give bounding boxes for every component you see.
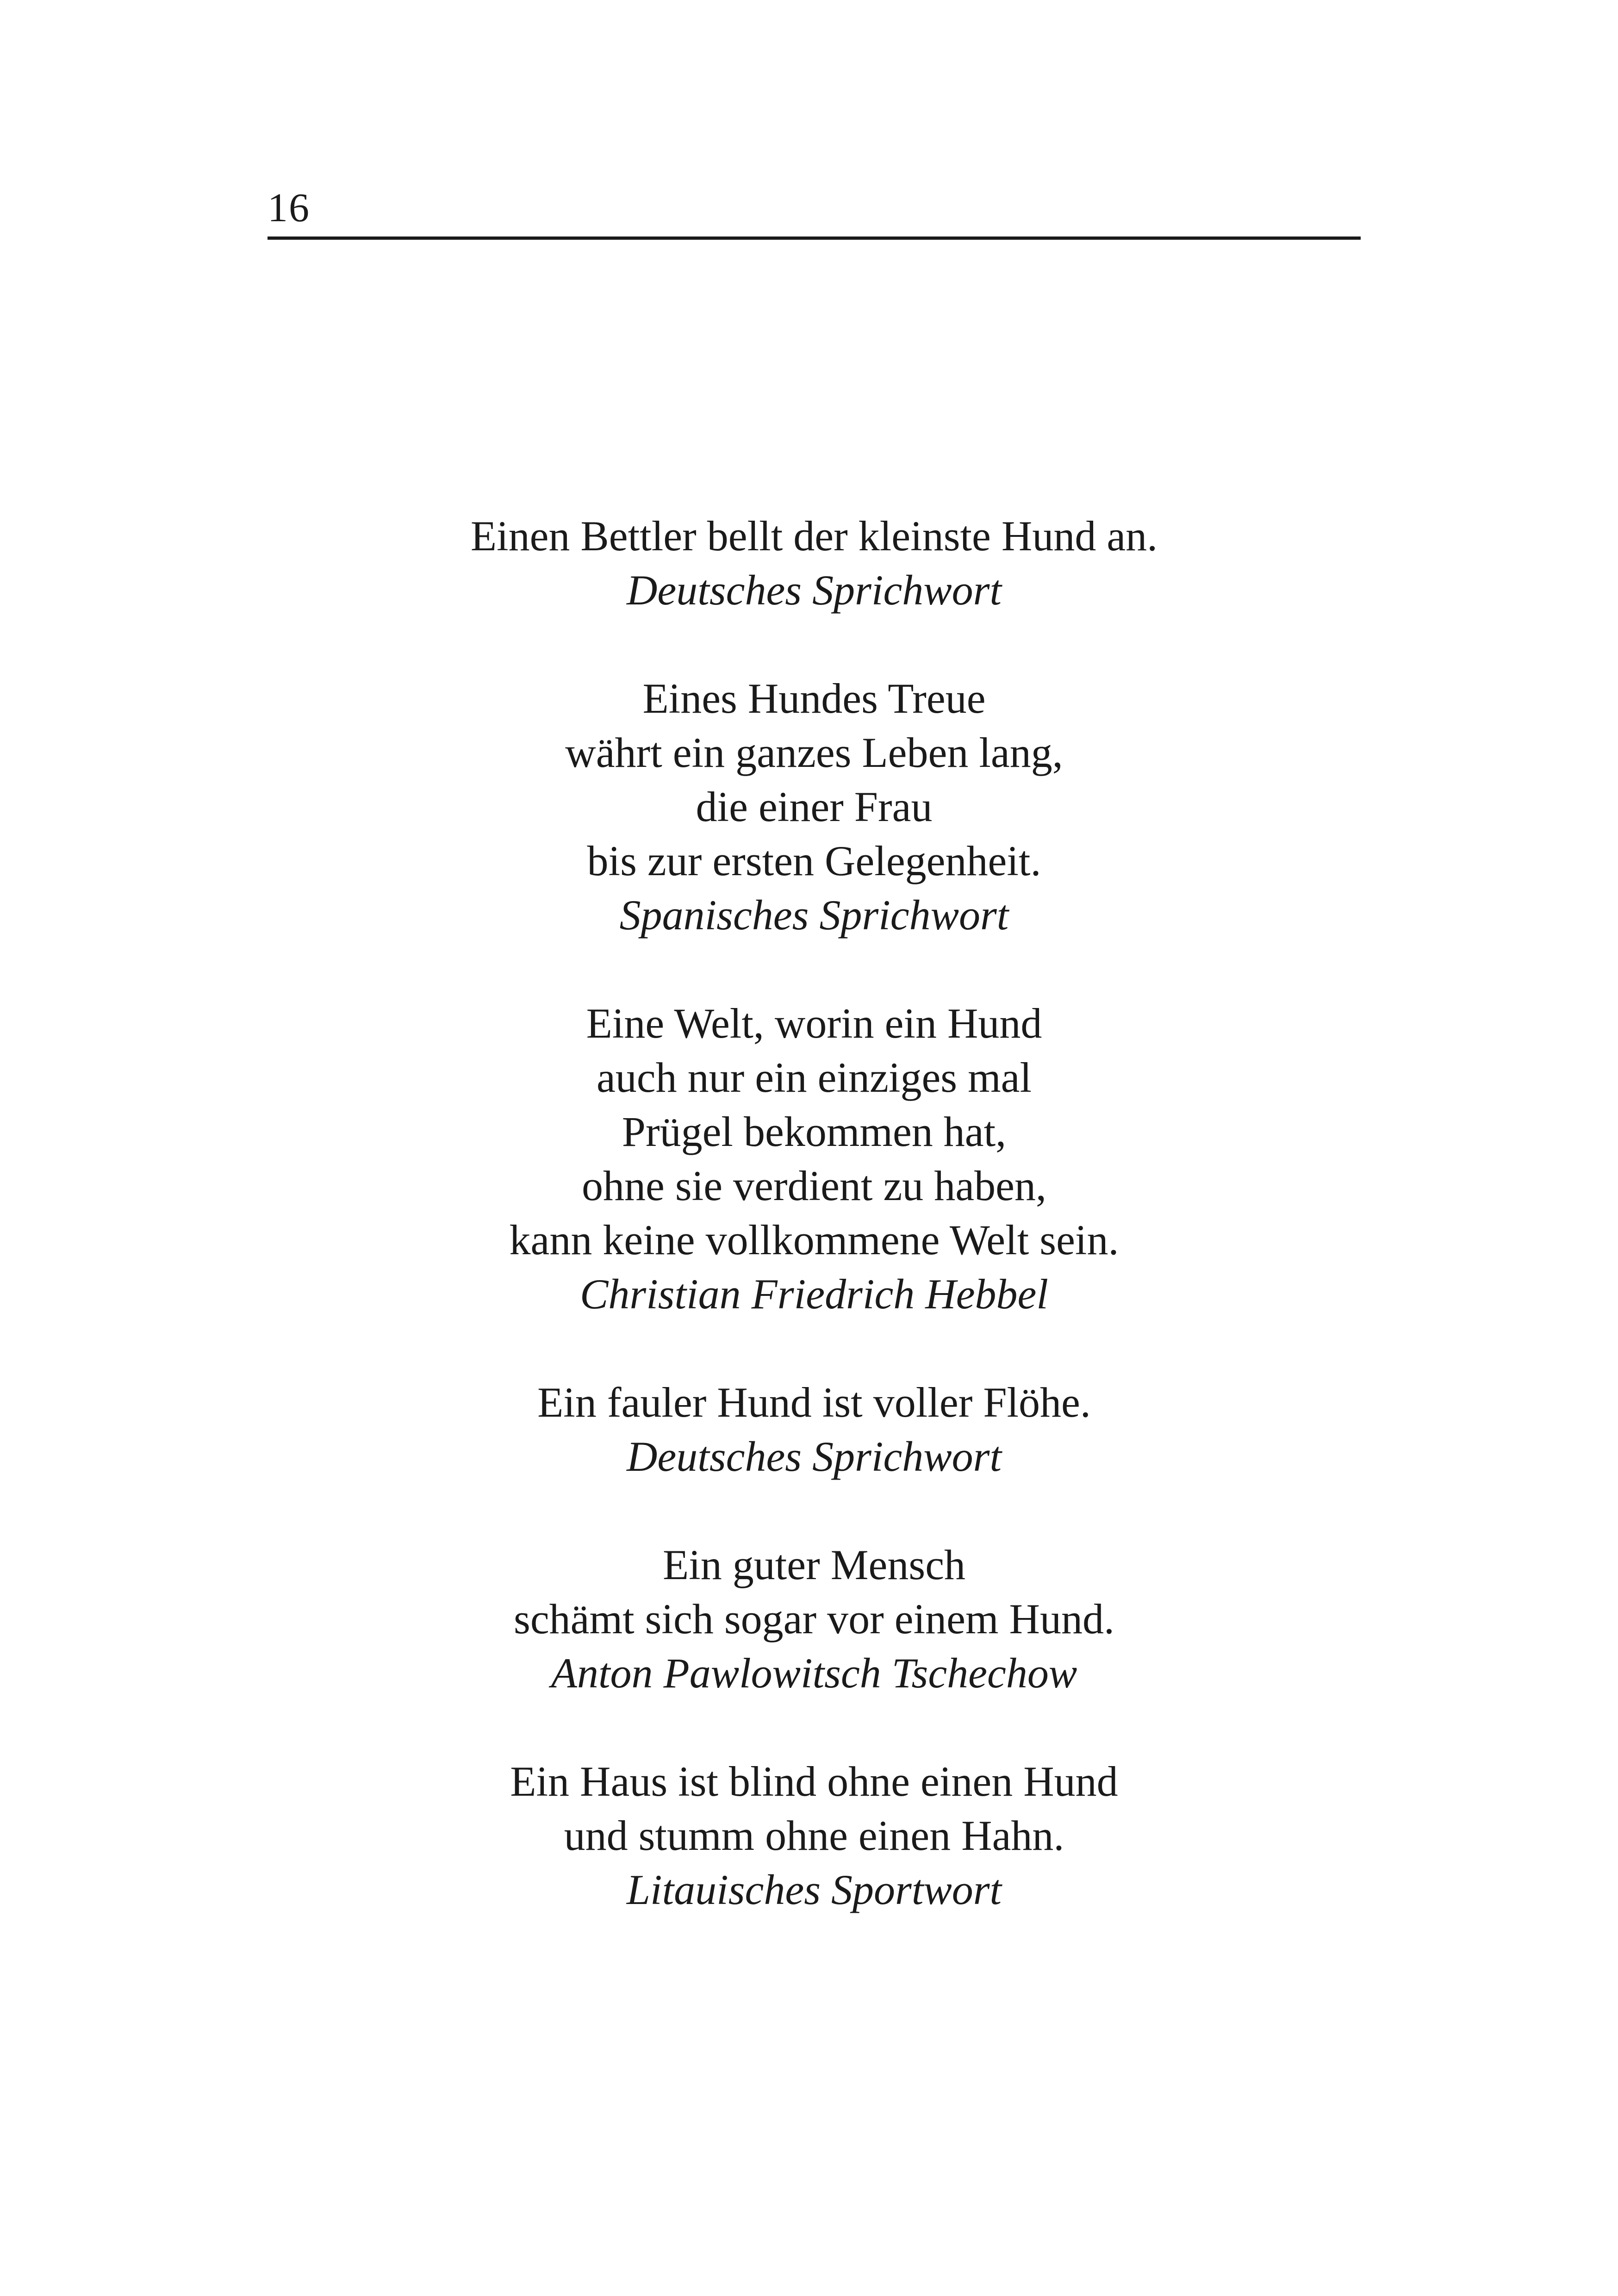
quote-author: Deutsches Sprichwort: [626, 1433, 1002, 1480]
quote-1: [268, 509, 1361, 617]
quote-line: ohne sie verdient zu haben,: [582, 1162, 1046, 1209]
quote-author: Litauisches Sportwort: [626, 1866, 1002, 1913]
quote-line: Ein fauler Hund ist voller Flöhe.: [537, 1379, 1091, 1426]
quote-5: [268, 1538, 1361, 1700]
quote-line: Eine Welt, worin ein Hund: [586, 1000, 1042, 1047]
quote-line: Ein guter Mensch: [662, 1541, 966, 1588]
quote-author: Spanisches Sprichwort: [619, 891, 1009, 939]
quote-author: Deutsches Sprichwort: [626, 566, 1002, 614]
header-rule: [268, 236, 1361, 240]
quote-line: währt ein ganzes Leben lang,: [565, 729, 1063, 776]
quote-line: kann keine vollkommene Welt sein.: [509, 1216, 1119, 1263]
quote-list: [268, 509, 1361, 1971]
quote-line: Prügel bekommen hat,: [622, 1108, 1007, 1155]
quote-4: [268, 1375, 1361, 1484]
quote-author: Christian Friedrich Hebbel: [580, 1270, 1048, 1318]
page-header: [268, 183, 1361, 241]
quote-line: Eines Hundes Treue: [642, 675, 986, 722]
quote-line: und stumm ohne einen Hahn.: [564, 1812, 1064, 1859]
quote-3: [268, 996, 1361, 1321]
quote-line: schämt sich sogar vor einem Hund.: [514, 1595, 1114, 1643]
quote-line: Einen Bettler bellt der kleinste Hund an.: [470, 512, 1158, 560]
quote-line: Ein Haus ist blind ohne einen Hund: [510, 1758, 1118, 1805]
quote-2: [268, 672, 1361, 942]
quote-author: Anton Pawlowitsch Tschechow: [551, 1649, 1077, 1697]
quote-line: bis zur ersten Gelegenheit.: [587, 837, 1041, 884]
page-number: 16: [268, 186, 310, 230]
quote-line: die einer Frau: [696, 783, 933, 830]
quote-line: auch nur ein einziges mal: [596, 1054, 1032, 1101]
quote-6: [268, 1755, 1361, 1917]
